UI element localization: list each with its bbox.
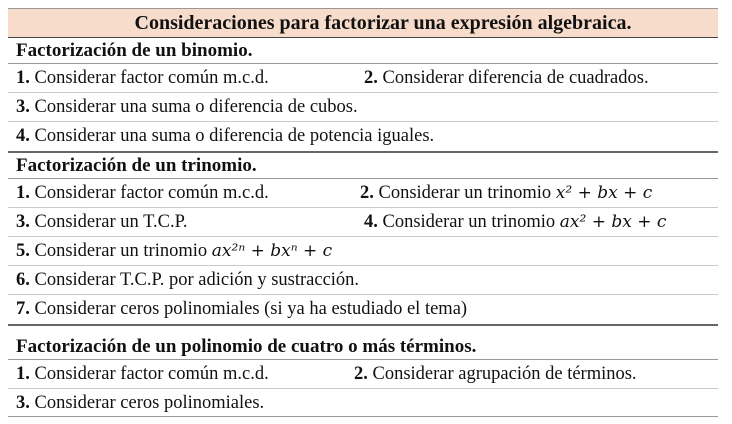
list-item: 7. Considerar ceros polinomiales (si ya ha estudiado el tema)	[16, 299, 468, 319]
formula: ax²ⁿ + bxⁿ + c	[211, 241, 333, 261]
table-row	[8, 266, 718, 295]
section-binomio	[8, 38, 718, 153]
section-title: Factorización de un trinomio.	[8, 153, 718, 179]
list-item: 6. Considerar T.C.P. por adición y sustracción.	[16, 270, 360, 290]
table-row	[8, 179, 718, 208]
list-item: 2. Considerar un trinomio x² + bx + c	[360, 183, 653, 203]
list-item: 2. Considerar agrupación de términos.	[354, 364, 637, 384]
table-row	[8, 64, 718, 93]
section-title: Factorización de un binomio.	[8, 38, 718, 64]
section-title: Factorización de un polinomio de cuatro o más términos.	[8, 334, 718, 360]
list-item: 3. Considerar una suma o diferencia de cubos.	[16, 97, 358, 117]
list-item: 5. Considerar un trinomio ax²ⁿ + bxⁿ + c	[16, 241, 333, 261]
list-item: 1. Considerar factor común m.c.d.	[16, 183, 269, 203]
table-row	[8, 93, 718, 122]
table-row	[8, 237, 718, 266]
table-row	[8, 389, 718, 418]
formula: ax² + bx + c	[559, 212, 667, 232]
list-item: 4. Considerar un trinomio ax² + bx + c	[364, 212, 667, 232]
list-item: 1. Considerar factor común m.c.d.	[16, 364, 269, 384]
table-row	[8, 122, 718, 151]
table-row	[8, 208, 718, 237]
table-title: Consideraciones para factorizar una expresión algebraica.	[8, 8, 718, 38]
formula: x² + bx + c	[555, 183, 653, 203]
table-row	[8, 295, 718, 324]
list-item: 1. Considerar factor común m.c.d.	[16, 68, 269, 88]
bottom-rule	[8, 416, 718, 417]
table-row	[8, 360, 718, 389]
section-trinomio	[8, 153, 718, 326]
list-item: 3. Considerar ceros polinomiales.	[16, 393, 265, 413]
section-polinomio	[8, 334, 718, 418]
list-item: 3. Considerar un T.C.P.	[16, 212, 188, 232]
list-item: 2. Considerar diferencia de cuadrados.	[364, 68, 649, 88]
list-item: 4. Considerar una suma o diferencia de potencia iguales.	[16, 126, 435, 146]
